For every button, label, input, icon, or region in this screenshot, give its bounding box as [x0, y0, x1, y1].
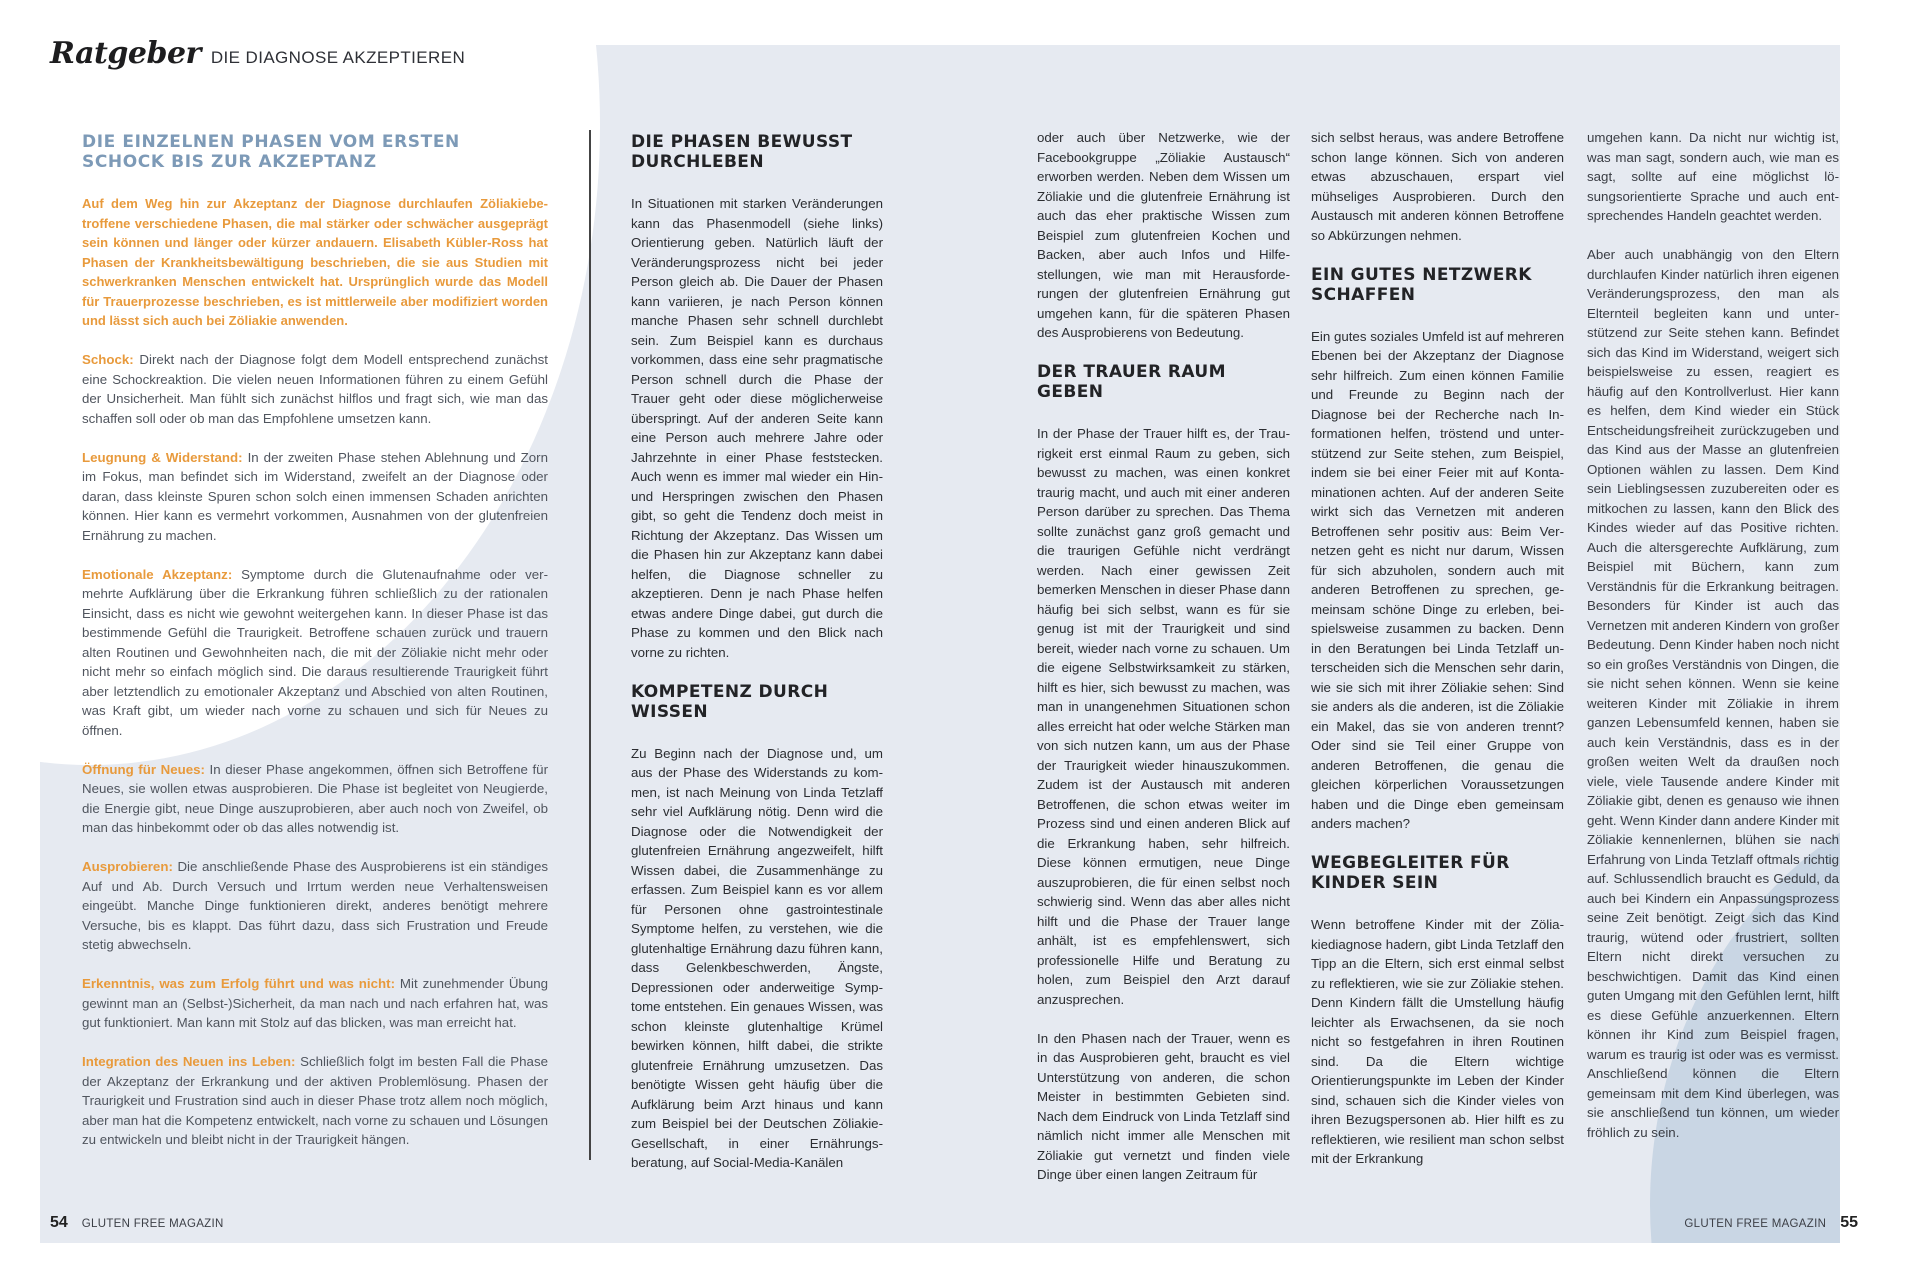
phase-label: Erkenntnis, was zum Erfolg führt und was nicht:: [82, 976, 395, 991]
phase-paragraph-denial: [82, 448, 548, 546]
subheading: DIE PHASEN BEWUSST DURCHLEBEN: [631, 132, 853, 172]
column-4: [1311, 128, 1564, 1188]
phase-label: Öffnung für Neues:: [82, 761, 205, 777]
footer-left: [50, 1214, 224, 1232]
page-number: 54: [50, 1214, 68, 1231]
body-paragraph: sich selbst heraus, was andere Betroffene schon lange können. Sich von anderen etwas abzuschauen, erspart viel mühseliges Ausprobieren. Durch den Austausch mit anderen können Betroffene so Abkürzungen nehmen.: [1311, 130, 1564, 243]
phase-label: Ausprobieren:: [82, 859, 173, 874]
body-paragraph: In der Phase der Trauer hilft es, der Traurigkeit erst einmal Raum zu geben, sich bewusst zu machen, was einen konkret traurig macht, und auch mit einer anderen Person darüber zu sprechen. Das Thema sollte zunächst ganz groß gemacht und die traurigen Gefühle nicht verdrängt werden. Nach einer gewissen Zeit bemerken Menschen in dieser Phase dann häufig bei sich selbst, wann es für sie genug ist mit der Traurigkeit und sind bereit, wieder nach vorne zu schauen. Um die eigene Selbstwirksamkeit zu stärken, hilft es hier, sich bewusst zu machen, was man in unangenehmen Situationen schon alles erreicht hat oder welche Stärken man von sich nutzen kann, um aus der Phase der Traurigkeit wieder hinauszukommen. Zudem ist der Austausch mit anderen Betroffenen, die schon etwas weiter im Prozess sind und einen anderen Blick auf die Erkrankung haben, sehr hilfreich. Diese können ermutigen, neue Dinge auszuprobieren, die für einen selbst noch schwierig sind. Wenn das aber alles nicht hilft und die Phase der Trauer lange anhält, ist es empfehlenswert, sich professionelle Hilfe und Beratung zu holen, zum Beispiel den Arzt darauf anzusprechen.: [1037, 426, 1290, 1007]
body-paragraph: oder auch über Netzwerke, wie der Facebookgruppe „Zöliakie Austausch“ erworben werden. Neben dem Wissen um Zöliakie und die glutenfreie Ernährung ist auch das eher praktische Wissen zum Beispiel zum glutenfreien Kochen und Backen, aber auch Infos und Hilfestellungen, wie man mit Herausforderungen der glutenfreien Ernährung gut umgehen kann, für die späteren Phasen des Ausprobierens von Bedeutung.: [1037, 130, 1290, 340]
section-title: DIE DIAGNOSE AKZEPTIEREN: [210, 48, 466, 67]
magazine-name: GLUTEN FREE MAGAZIN: [1684, 1218, 1827, 1230]
phase-text: In der zweiten Phase stehen Ablehnung und Zorn im Fokus, man befindet sich im Widerstand, zweifelt an der Diagnose oder daran, dass kleinste Spuren schon solch einen immensen Schaden anrichten können. Hier kann es vermehrt vorkommen, Ausnahmen von der glutenfreien Ernährung zu machen.: [82, 449, 549, 543]
column-divider: [589, 130, 591, 1160]
phase-label: Leugnung & Widerstand:: [82, 449, 243, 465]
subheading: KOMPETENZ DURCH WISSEN: [631, 681, 829, 722]
phase-paragraph-trying: [82, 857, 548, 955]
subheading: EIN GUTES NETZWERK SCHAFFEN: [1311, 264, 1532, 305]
phase-paragraph-openness: [82, 760, 548, 838]
phase-text: Mit zunehmender Übung gewinnt man an (Selbst-)Sicherheit, da man nach und nach erfahren hat, was gut funktioniert. Man kann mit Stolz auf das blicken, was man erreicht hat.: [82, 976, 548, 1030]
column-phases: [82, 128, 548, 1169]
phase-paragraph-integration: [82, 1052, 548, 1150]
phase-paragraph-insight: [82, 974, 548, 1033]
brand-logo: Ratgeber: [50, 36, 201, 71]
subheading: DER TRAUER RAUM GEBEN: [1037, 362, 1226, 402]
phase-text: Direkt nach der Diagnose folgt dem Modell entsprechend zunächst eine Schockreaktion. Die vielen neuen Informationen führen zu einem Gefühl der Unsicherheit. Man fühlt sich zunächst hilflos und fragt sich, wie man das schaffen soll oder ob man das Empfohlene umsetzen kann.: [82, 352, 548, 426]
column-5: [1587, 128, 1839, 1162]
body-paragraph: Aber auch unabhängig von den Eltern durchlaufen Kinder natürlich ihren eigenen Veränderungsprozess, den man als Elternteil begleiten kann und unterstützend zur Seite stehen kann. Befindet sich das Kind im Widerstand, weigert sich beispielsweise zu essen, reagiert es häufig auf den Kontrollverlust. Hier kann es helfen, dem Kind wieder ein Stück Entscheidungsfreiheit zurückzugeben und das Kind aus der Masse an glutenfreien Optionen wählen zu lassen. Dem Kind sein Lieblingsessen zuzubereiten oder es mitkochen zu lassen, kann den Blick des Kindes wieder auf das Positive richten. Auch die altersgerechte Aufklärung, zum Beispiel mit Büchern, kann zum Verständnis für die Erkrankung beitragen. Besonders für Kinder ist auch das Vernetzen mit anderen Kindern von großer Bedeutung. Denn Kinder haben noch nicht so ein großes Verständnis von Dingen, die sie nicht sehen können. Wenn sie keine weiteren Kinder mit Zöliakie in ihrem ganzen Lebensumfeld kennen, haben sie auch kein Verständnis, dass es in der großen weiten Welt da draußen noch viele, viele Tausende andere Kinder mit Zöliakie gibt, denen es genauso wie ihnen geht. Wenn Kinder dann andere Kinder mit Zöliakie kennenlernen, blühen sie nach Erfahrung von Linda Tetzlaff oftmals richtig auf. Schlussendlich braucht es Geduld, da auch bei Kindern ein Anpassungsprozess seine Zeit benötigt. Zeigt sich das Kind traurig, wütend oder frustriert, sollten Eltern nicht direkt versuchen zu beschwichtigen. Damit das Kind einen guten Umgang mit den Gefühlen lernt, hilft es diese Gefühle anzuerkennen. Eltern können ihr Kind zum Beispiel fragen, warum es traurig ist oder was es vermisst. Anschließend können die Eltern gemeinsam mit dem Kind überlegen, was sie anschließend tun können, um wieder fröhlich zu sein.: [1587, 247, 1839, 1140]
body-paragraph: In Situationen mit starken Veränderungen kann das Phasenmodell (siehe links) Orientierung geben. Natürlich läuft der Veränderungsprozess nicht bei jeder Person gleich ab. Die Dauer der Phasen kann variieren, je nach Person können manche Phasen sehr schnell durchlebt sein. Zum Beispiel kann es durchaus vorkommen, dass eine sehr pragmatische Person schnell durch die Phase der Trauer geht oder diese möglicherweise überspringt. Auf der anderen Seite kann eine Person auch mehrere Jahre oder Jahrzehnte in einer Phase feststecken. Auch wenn es immer mal wieder ein Hin- und Herspringen zwischen den Phasen gibt, so geht die Tendenz doch meist in Richtung der Akzeptanz. Das Wissen um die Phasen hin zur Akzeptanz kann dabei helfen, die Diagnose schneller zu akzeptieren. Denn je nach Phase helfen etwas andere Dinge dabei, gut durch die Phase zu kommen und den Blick nach vorne zu richten.: [631, 196, 883, 660]
phase-label: Schock:: [82, 352, 134, 367]
phase-label: Emotionale Akzeptanz:: [82, 566, 233, 582]
magazine-name: GLUTEN FREE MAGAZIN: [81, 1218, 224, 1230]
phase-text: Schließlich folgt im besten Fall die Phase der Akzeptanz der Erkrankung und der aktiven Problemlösung. Phasen der Traurigkeit und Frustration sind auch in dieser Phase trotz allem noch möglich, aber man hat die Kompetenz entwickelt, nach vorne zu schauen und Lösungen zu entwickeln und bleibt nicht in der Traurigkeit hängen.: [82, 1054, 548, 1147]
column-2: [631, 128, 883, 1192]
phase-text: Die anschließende Phase des Ausprobierens ist ein ständiges Auf und Ab. Durch Versuch und Irrtum werden neue Verhaltensweisen eingeübt. Manche Dinge funktionieren direkt, anderes benötigt mehrere Versuche, bis es klappt. Das führt dazu, dass sich Frustration und Freude stetig abwechseln.: [82, 859, 548, 952]
body-paragraph: Wenn betroffene Kinder mit der Zöliakiediagnose hadern, gibt Linda Tetzlaff den Tipp an die Eltern, sich erst einmal selbst zu reflektieren, wie sie zur Zöliakie stehen. Denn Kindern fällt die Umstellung häufig leichter als Erwachsenen, da sie noch nicht so festgefahren in ihren Routinen sind. Da die Eltern wichtige Orientierungspunkte im Leben der Kinder sind, schauen sich die Kinder vieles von ihren Bezugspersonen ab. Hier hilft es zu reflektieren, wie resilient man schon selbst mit der Erkrankung: [1311, 917, 1564, 1166]
phase-paragraph-shock: [82, 350, 548, 428]
intro-paragraph: Auf dem Weg hin zur Akzeptanz der Diagnose durchlaufen Zöliakiebetroffene verschiedene Phasen, die mal stärker oder schwächer ausgeprägt sein können und länger oder kürzer andauern. Elisabeth Kübler-Ross hat Phasen der Krankheitsbewältigung beschrieben, die sie aus Studien mit schwerkranken Menschen entwickelt hat. Ursprünglich wurde das Modell für Trauerprozesse beschrieben, es ist mittlerweile aber modifiziert worden und lässt sich auch bei Zöliakie anwenden.: [82, 196, 548, 328]
body-paragraph: In den Phasen nach der Trauer, wenn es in das Ausprobieren geht, braucht es viel Unterstützung von anderen, die schon Meister in bestimmten Gebieten sind. Nach dem Eindruck von Linda Tetzlaff sind nämlich nicht immer alle Menschen mit Zöliakie gut vernetzt und finden viele Dinge über einen langen Zeitraum für: [1037, 1030, 1290, 1182]
page-number: 55: [1840, 1214, 1858, 1231]
footer-right: [1684, 1214, 1858, 1232]
page-header: [50, 36, 465, 71]
right-margin: [1840, 0, 1920, 1280]
subheading: WEGBEGLEITER FÜR KINDER SEIN: [1311, 853, 1510, 893]
bottom-margin: [0, 1243, 1920, 1280]
phase-label: Integration des Neuen ins Leben:: [82, 1054, 296, 1069]
column-3: [1037, 128, 1290, 1204]
body-paragraph: Zu Beginn nach der Diagnose und, um aus der Phase des Widerstands zu kommen, ist nach Meinung von Linda Tetzlaff sehr viel Aufklärung nötig. Denn wird die Diagnose oder die Notwendigkeit der glutenfreien Ernährung angezweifelt, hilft Wissen dabei, die Zusammenhänge zu erfassen. Zum Beispiel kann es vor allem für Personen ohne gastrointestinale Symptome helfen, zu verstehen, wie die glutenhaltige Ernährung dazu führen kann, dass Gelenkbeschwerden, Ängste, Depressionen oder anderweitige Symptome entstehen. Ein genaues Wissen, was schon kleinste glutenhaltige Krümel bewirken können, hilft dabei, die strikte glutenfreie Ernährung umzusetzen. Das benötigte Wissen geht häufig über die Aufklärung beim Arzt hinaus und kann zum Beispiel bei der Deutschen Zöliakie-Gesellschaft, in einer Ernährungsberatung, auf Social-Media-Kanälen: [631, 745, 883, 1170]
body-paragraph: umgehen kann. Da nicht nur wichtig ist, was man sagt, sondern auch, wie man es sagt, sollte auf eine möglichst lösungsorientierte Sprache und auch entsprechendes Handeln geachtet werden.: [1587, 130, 1839, 223]
body-paragraph: Ein gutes soziales Umfeld ist auf mehreren Ebenen bei der Akzeptanz der Diagnose sehr hilfreich. Zum einen können Familie und Freunde zu Beginn nach der Diagnose bei der Recherche nach Informationen helfen, tröstend und unterstützend zur Seite stehen, zum Beispiel, indem sie bei einer Feier mit auf Kontaminationen achten. Auf der anderen Seite wirkt sich das Vernetzen mit anderen Betroffenen sehr positiv aus: Beim Vernetzen geht es nicht nur darum, Wissen für sich abzuholen, sondern auch mit anderen Betroffenen zu sprechen, gemeinsam schöne Dinge zu erleben, beispielsweise zusammen zu backen. Denn in den Beratungen bei Linda Tetzlaff unterscheiden sich die Menschen sehr darin, wie sie sich mit ihrer Zöliakie sehen: Sind sie anders als die anderen, ist die Zöliakie ein Makel, das sie von anderen trennt? Oder sind sie Teil einer Gruppe von anderen Betroffenen, die genau die gleichen körperlichen Voraussetzungen haben und die Dinge eben gemeinsam anders machen?: [1311, 328, 1564, 831]
phase-paragraph-emotional-acceptance: [82, 565, 548, 741]
phase-text: In dieser Phase angekommen, öffnen sich Betroffene für Neues, sie wollen etwas ausprobieren. Die Phase ist begleitet von Neugierde, die Energie gibt, neue Dinge auszuprobieren, aber auch noch von Zweifel, ob man das hinbekommt oder ob das alles notwendig ist.: [82, 761, 548, 835]
phase-text: Symptome durch die Glutenaufnahme oder vermehrte Aufklärung über die Erkrankung führen schließlich zu der rationalen Einsicht, dass es nicht wie gewohnt weitergehen kann. In dieser Phase ist das bestimmende Gefühl die Traurigkeit. Betroffene schauen zurück und trauern alten Routinen und Gewohnheiten nach, die mit der Zöliakie nicht mehr oder nicht mehr so einfach möglich sind. Die daraus resultierende Traurigkeit führt aber letztendlich zu emotionaler Akzeptanz und Abschied von alten Routinen, was Kraft gibt, um wieder nach vorne zu schauen und sich für Neues zu öffnen.: [82, 566, 548, 738]
article-heading: DIE EINZELNEN PHASEN VOM ERSTEN SCHOCK BIS ZUR AKZEPTANZ: [82, 132, 460, 172]
